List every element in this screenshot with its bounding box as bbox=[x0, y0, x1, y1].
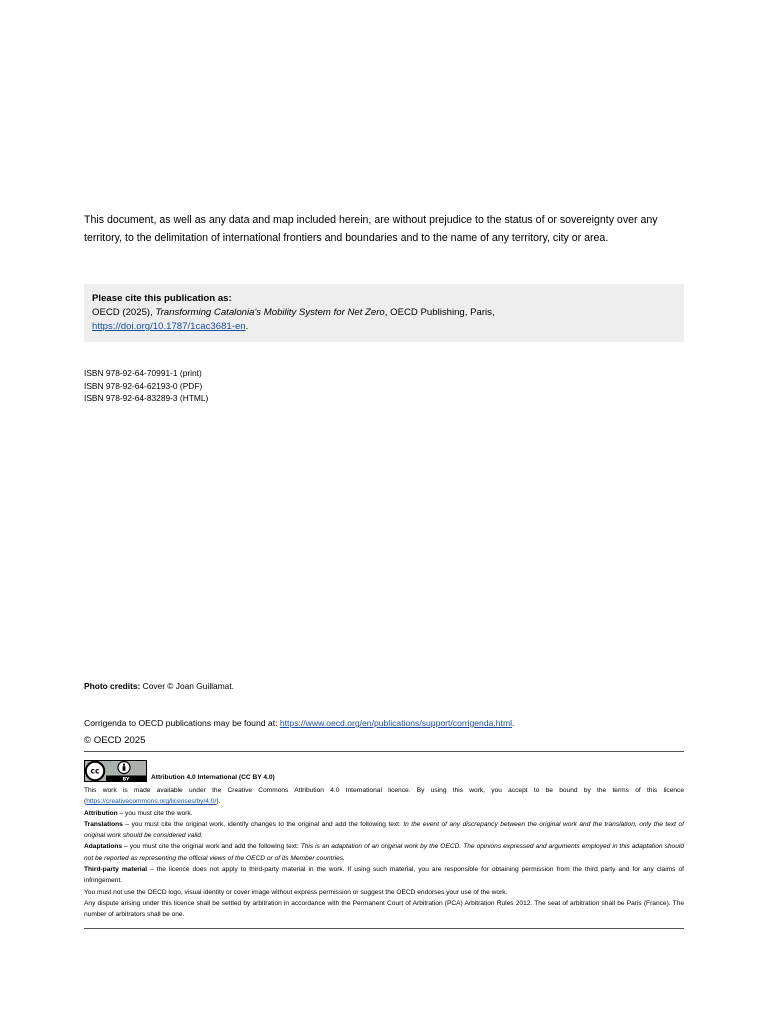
citation-suffix: , OECD Publishing, Paris, bbox=[384, 307, 495, 318]
citation-box bbox=[84, 284, 684, 342]
licence-link[interactable]: https://creativecommons.org/licenses/by/4.0/ bbox=[86, 798, 217, 806]
citation-end: . bbox=[245, 321, 249, 332]
licence-third-party: Third-party material – the licence does not apply to third-party material in the work. If using such material, you are responsible for obtaining permission from the third party and for any claims of infringement. bbox=[84, 866, 684, 885]
citation-text bbox=[92, 306, 676, 320]
licence-dispute: Any dispute arising under this licence shall be settled by arbitration in accordance with the Permanent Court of Arbitration (PCA) Arbitration Rules 2012. The seat of arbitration shall be Paris (France). The number of arbitrators shall be one. bbox=[84, 899, 684, 919]
licence-intro: This work is made available under the Creative Commons Attribution 4.0 International licence. By using this work, you accept to be bound by the terms of this licence (https://creativecommons.org/licenses/by/4.0/). bbox=[84, 787, 684, 806]
corrigenda-end: . bbox=[512, 718, 515, 728]
photo-credits bbox=[84, 680, 234, 692]
licence-attribution: Attribution – you must cite the work. bbox=[84, 809, 193, 817]
licence-logo-use: You must not use the OECD logo, visual identity or cover image without express permission or suggest the OECD endorses your use of the work. bbox=[84, 888, 508, 896]
corrigenda-link[interactable]: https://www.oecd.org/en/publications/support/corrigenda.html bbox=[279, 718, 513, 728]
citation-title: Transforming Catalonia's Mobility System for Net Zero bbox=[155, 307, 385, 318]
licence-bottom-divider bbox=[84, 928, 684, 929]
cc-by-badge-icon bbox=[84, 760, 147, 782]
licence-adaptations: Adaptations – you must cite the original work and add the following text: This is an adaptation of an original work by the OECD. The opinions expressed and arguments employed in this adaptation should not be reported as representing the official views of the OECD or of its Member countries. bbox=[84, 843, 684, 862]
licence-translations: Translations – you must cite the original work, identify changes to the original and add the following text: In the event of any discrepancy between the original work and the translation, only the text of original work should be considered valid. bbox=[84, 820, 684, 840]
licence-top-divider bbox=[84, 751, 684, 752]
citation-doi-link[interactable]: https://doi.org/10.1787/1cac3681-en bbox=[92, 321, 246, 332]
isbn-html: ISBN 978-92-64-83289-3 (HTML) bbox=[84, 393, 209, 403]
citation-prefix: OECD (2025), bbox=[92, 307, 156, 318]
isbn-print: ISBN 978-92-64-70991-1 (print) bbox=[84, 368, 202, 378]
cc-badge-by-text: BY bbox=[122, 777, 130, 782]
citation-heading: Please cite this publication as: bbox=[92, 293, 232, 304]
licence-text bbox=[84, 785, 684, 921]
citation-doi-line bbox=[92, 320, 676, 334]
licence-title: Attribution 4.0 International (CC BY 4.0) bbox=[151, 774, 275, 781]
isbn-pdf: ISBN 978-92-64-62193-0 (PDF) bbox=[84, 380, 203, 391]
cc-badge-cc-text: cc bbox=[90, 766, 100, 776]
photo-credits-text: Cover © Joan Guillamat. bbox=[140, 681, 234, 691]
photo-credits-label: Photo credits: bbox=[84, 681, 141, 691]
copyright: © OECD 2025 bbox=[84, 735, 146, 746]
disclaimer-text: This document, as well as any data and map included herein, are without prejudice to the status of or sovereignty over any territory, to the delimitation of international frontiers and boundaries and to the name of any territory, city or area. bbox=[84, 214, 658, 244]
isbn-list bbox=[84, 367, 208, 405]
corrigenda-line bbox=[84, 717, 514, 729]
corrigenda-text: Corrigenda to OECD publications may be found at: bbox=[84, 718, 280, 728]
